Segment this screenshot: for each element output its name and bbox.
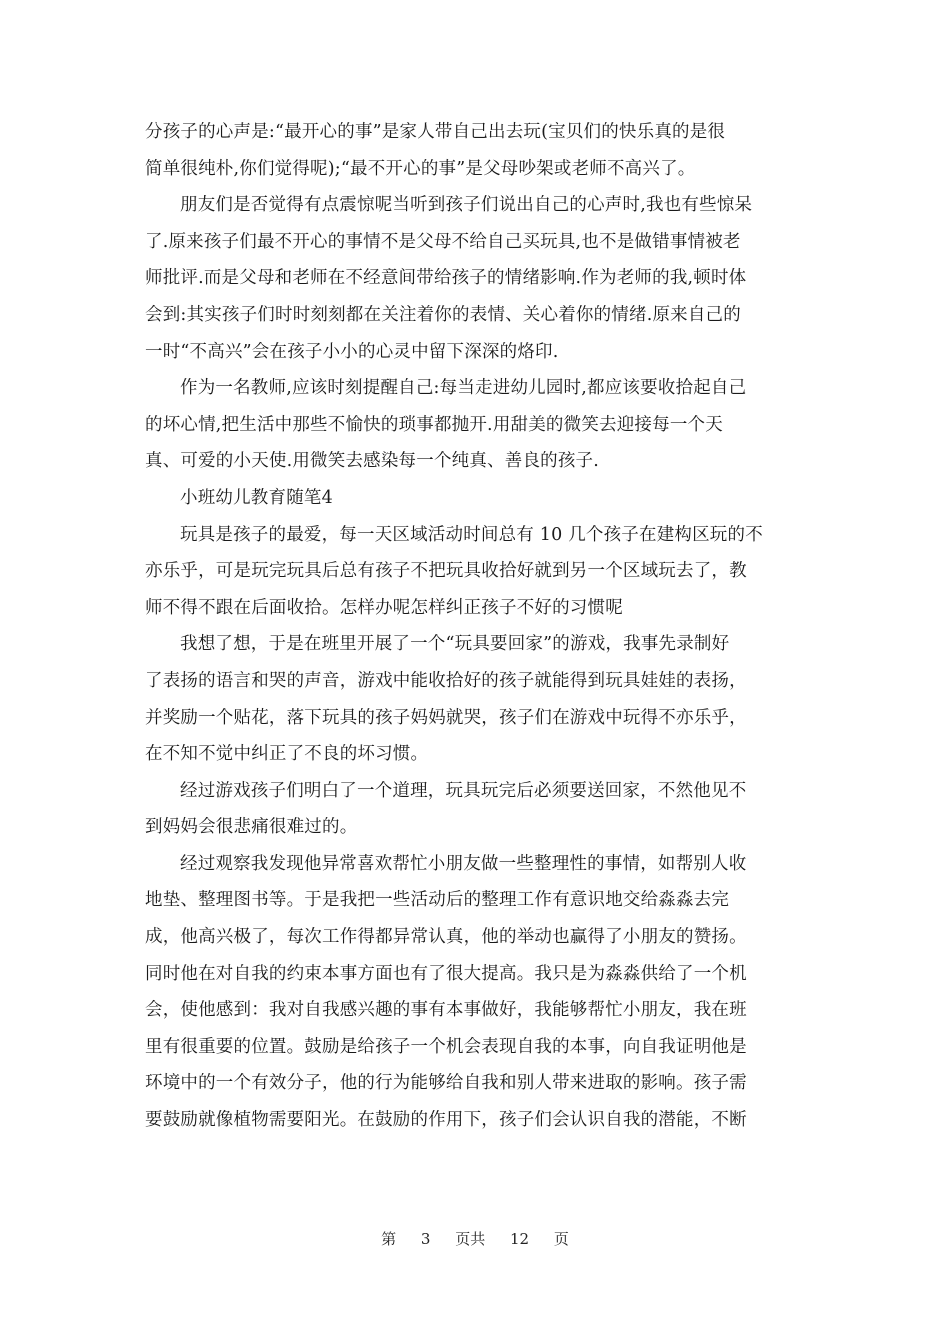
text-line: 亦乐乎，可是玩完玩具后总有孩子不把玩具收拾好就到另一个区域玩去了，教 bbox=[145, 561, 747, 582]
text-line: 同时他在对自我的约束本事方面也有了很大提高。我只是为淼淼供给了一个机 bbox=[145, 963, 747, 984]
text-line: 师批评.而是父母和老师在不经意间带给孩子的情绪影响.作为老师的我,顿时体 bbox=[145, 268, 747, 289]
text-line: 会，使他感到：我对自我感兴趣的事有本事做好，我能够帮忙小朋友，我在班 bbox=[145, 1000, 747, 1021]
text-line: 朋友们是否觉得有点震惊呢当听到孩子们说出自己的心声时,我也有些惊呆 bbox=[180, 195, 753, 216]
text-line: 了.原来孩子们最不开心的事情不是父母不给自己买玩具,也不是做错事情被老 bbox=[145, 231, 741, 252]
text-line: 玩具是孩子的最爱，每一天区域活动时间总有 10 几个孩子在建构区玩的不 bbox=[180, 524, 763, 545]
text-line: 地垫、整理图书等。于是我把一些活动后的整理工作有意识地交给淼淼去完 bbox=[145, 890, 730, 911]
text-line: 里有很重要的位置。鼓励是给孩子一个机会表现自我的本事，向自我证明他是 bbox=[145, 1036, 747, 1057]
footer-total-label: 页共 bbox=[455, 1230, 486, 1248]
text-line: 要鼓励就像植物需要阳光。在鼓励的作用下，孩子们会认识自我的潜能，不断 bbox=[145, 1110, 747, 1131]
text-line: 经过观察我发现他异常喜欢帮忙小朋友做一些整理性的事情，如帮别人收 bbox=[180, 853, 747, 874]
text-line: 一时“不高兴”会在孩子小小的心灵中留下深深的烙印. bbox=[145, 341, 559, 362]
text-line: 经过游戏孩子们明白了一个道理，玩具玩完后必须要送回家，不然他见不 bbox=[180, 780, 747, 801]
page-footer bbox=[0, 1228, 950, 1249]
text-line: 简单很纯朴,你们觉得呢);“最不开心的事”是父母吵架或老师不高兴了。 bbox=[145, 158, 696, 179]
document-body bbox=[145, 114, 810, 1139]
footer-current-page: 3 bbox=[420, 1230, 431, 1248]
footer-end-label: 页 bbox=[553, 1230, 569, 1248]
text-line: 我想了想，于是在班里开展了一个“玩具要回家”的游戏，我事先录制好 bbox=[180, 634, 730, 655]
text-line: 了表扬的语言和哭的声音，游戏中能收拾好的孩子就能得到玩具娃娃的表扬， bbox=[145, 670, 747, 691]
text-line: 在不知不觉中纠正了不良的坏习惯。 bbox=[145, 744, 429, 765]
text-line: 师不得不跟在后面收拾。怎样办呢怎样纠正孩子不好的习惯呢 bbox=[145, 597, 623, 618]
text-line: 的坏心情,把生活中那些不愉快的琐事都抛开.用甜美的微笑去迎接每一个天 bbox=[145, 414, 723, 435]
text-line: 环境中的一个有效分子，他的行为能够给自我和别人带来进取的影响。孩子需 bbox=[145, 1073, 747, 1094]
text-line: 作为一名教师,应该时刻提醒自己:每当走进幼儿园时,都应该要收拾起自己 bbox=[180, 378, 747, 399]
footer-total-pages: 12 bbox=[510, 1230, 530, 1248]
footer-page-label: 第 bbox=[381, 1230, 397, 1248]
text-line: 会到:其实孩子们时时刻刻都在关注着你的表情、关心着你的情绪.原来自己的 bbox=[145, 304, 741, 325]
text-line: 分孩子的心声是:“最开心的事”是家人带自己出去玩(宝贝们的快乐真的是很 bbox=[145, 122, 726, 142]
text-line: 成，他高兴极了，每次工作得都异常认真，他的举动也赢得了小朋友的赞扬。 bbox=[145, 927, 747, 948]
text-line: 并奖励一个贴花，落下玩具的孩子妈妈就哭，孩子们在游戏中玩得不亦乐乎， bbox=[145, 707, 747, 728]
text-line: 小班幼儿教育随笔4 bbox=[180, 487, 333, 508]
text-line: 到妈妈会很悲痛很难过的。 bbox=[145, 817, 358, 838]
text-line: 真、可爱的小天使.用微笑去感染每一个纯真、善良的孩子. bbox=[145, 451, 600, 472]
